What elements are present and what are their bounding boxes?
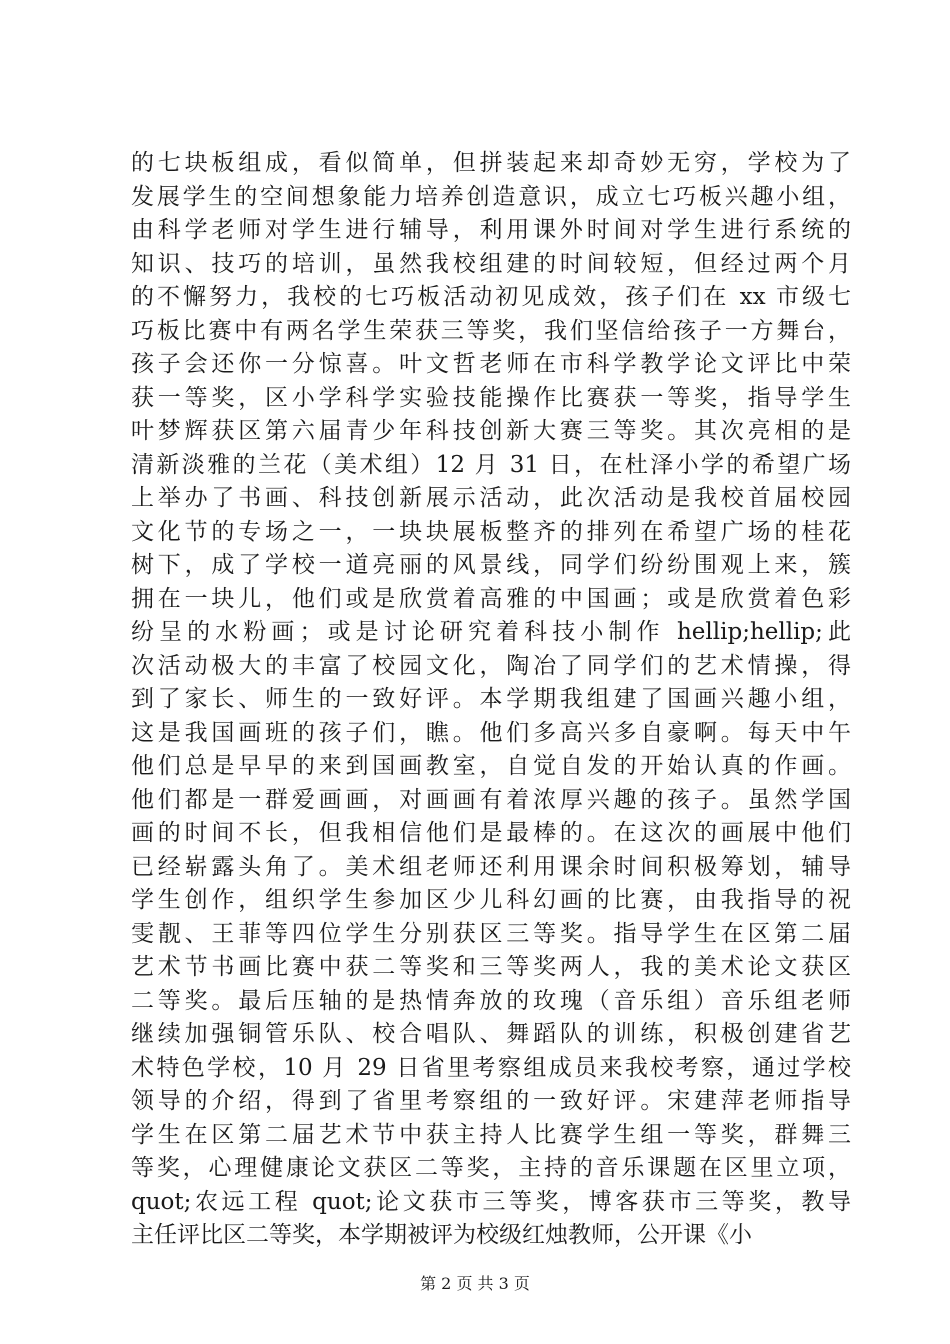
- body-text: [131, 147, 851, 1253]
- text-line: 清新淡雅的兰花（美术组）12 月 31 日，在杜泽小学的希望广场: [131, 451, 851, 478]
- text-line: 学生创作，组织学生参加区少儿科幻画的比赛，由我指导的祝: [131, 887, 851, 913]
- text-line: 等奖，心理健康论文获区二等奖，主持的音乐课题在区里立项，: [131, 1155, 851, 1181]
- text-line: 学生在区第二届艺术节中获主持人比赛学生组一等奖，群舞三: [131, 1121, 851, 1148]
- text-line: 术特色学校，10 月 29 日省里考察组成员来我校考察，通过学校: [131, 1054, 851, 1081]
- text-line: 发展学生的空间想象能力培养创造意识，成立七巧板兴趣小组，: [131, 183, 851, 210]
- text-line: 这是我国画班的孩子们，瞧。他们多高兴多自豪啊。每天中午: [131, 719, 851, 746]
- text-line: 他们都是一群爱画画，对画画有着浓厚兴趣的孩子。虽然学国: [131, 786, 851, 813]
- text-line: 纷呈的水粉画；或是讨论研究着科技小制作 hellip;hellip;此: [131, 619, 851, 645]
- text-line: 叶梦辉获区第六届青少年科技创新大赛三等奖。其次亮相的是: [131, 418, 851, 444]
- text-line: 的不懈努力，我校的七巧板活动初见成效，孩子们在 xx 市级七: [131, 284, 851, 310]
- text-line: 的七块板组成，看似简单，但拼装起来却奇妙无穷，学校为了: [131, 150, 851, 176]
- text-line: 艺术节书画比赛中获二等奖和三等奖两人，我的美术论文获区: [131, 954, 851, 980]
- text-line: 画的时间不长，但我相信他们是最棒的。在这次的画展中他们: [131, 820, 851, 846]
- text-line: 他们总是早早的来到国画教室，自觉自发的开始认真的作画。: [131, 753, 851, 779]
- text-line: 拥在一块儿，他们或是欣赏着高雅的中国画；或是欣赏着色彩: [131, 585, 851, 612]
- text-line: 到了家长、师生的一致好评。本学期我组建了国画兴趣小组，: [131, 686, 851, 712]
- text-line: 巧板比赛中有两名学生荣获三等奖，我们坚信给孩子一方舞台，: [131, 317, 851, 344]
- page-footer: [0, 1274, 950, 1294]
- text-line: 树下，成了学校一道亮丽的风景线，同学们纷纷围观上来，簇: [131, 552, 851, 578]
- text-line: 获一等奖，区小学科学实验技能操作比赛获一等奖，指导学生: [131, 384, 851, 411]
- text-line: 已经崭露头角了。美术组老师还利用课余时间积极筹划，辅导: [131, 853, 851, 880]
- text-line: 上举办了书画、科技创新展示活动，此次活动是我校首届校园: [131, 485, 851, 511]
- text-line: 主任评比区二等奖，本学期被评为校级红烛教师，公开课《小: [131, 1222, 752, 1248]
- text-line: 次活动极大的丰富了校园文化，陶冶了同学们的艺术情操，得: [131, 652, 851, 679]
- text-line: 二等奖。最后压轴的是热情奔放的玫瑰（音乐组）音乐组老师: [131, 987, 851, 1014]
- text-line: quot;农远工程 quot;论文获市三等奖，博客获市三等奖，教导: [131, 1188, 851, 1215]
- text-line: 孩子会还你一分惊喜。叶文哲老师在市科学教学论文评比中荣: [131, 351, 851, 377]
- text-line: 继续加强铜管乐队、校合唱队、舞蹈队的训练，积极创建省艺: [131, 1021, 851, 1047]
- text-line: 领导的介绍，得到了省里考察组的一致好评。宋建萍老师指导: [131, 1088, 851, 1114]
- page-number-label: 第 2 页 共 3 页: [420, 1274, 530, 1293]
- text-line: 知识、技巧的培训，虽然我校组建的时间较短，但经过两个月: [131, 250, 851, 277]
- text-line: 文化节的专场之一，一块块展板整齐的排列在希望广场的桂花: [131, 518, 851, 545]
- text-line: 由科学老师对学生进行辅导，利用课外时间对学生进行系统的: [131, 217, 851, 243]
- text-line: 雯靓、王菲等四位学生分别获区三等奖。指导学生在区第二届: [131, 920, 851, 947]
